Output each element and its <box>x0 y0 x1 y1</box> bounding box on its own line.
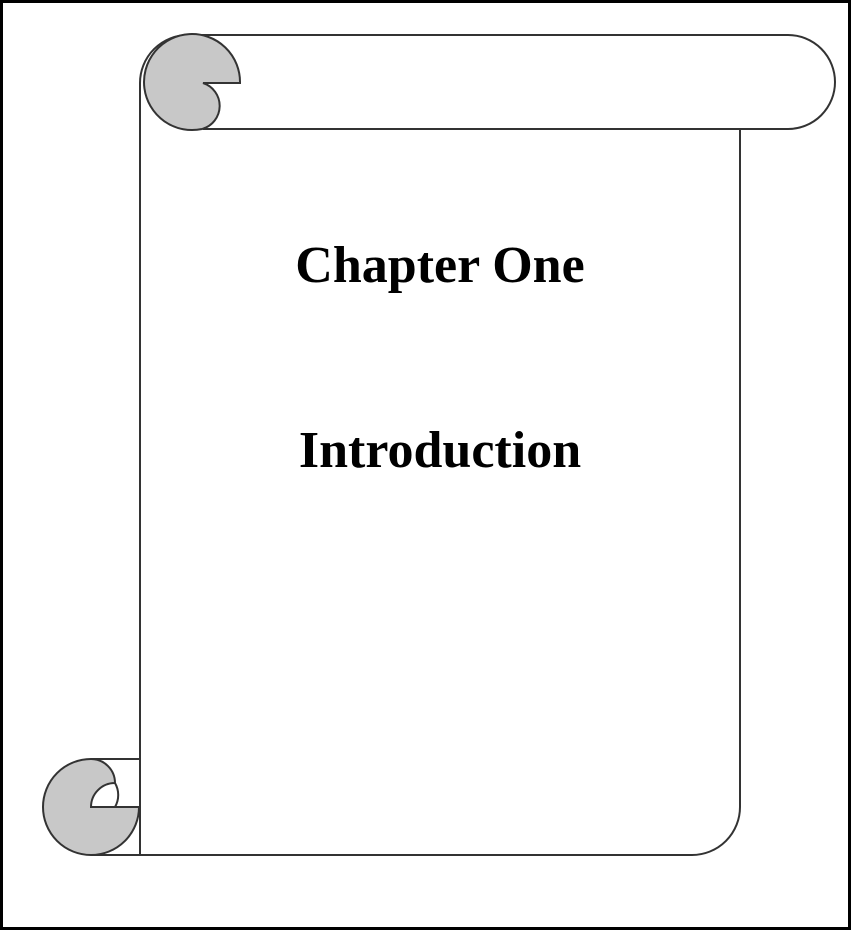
chapter-title: Introduction <box>298 422 582 479</box>
chapter-heading: Chapter One <box>295 237 585 294</box>
scroll-bottom-curl-inner <box>115 783 140 807</box>
scroll-top-roll <box>188 35 835 129</box>
